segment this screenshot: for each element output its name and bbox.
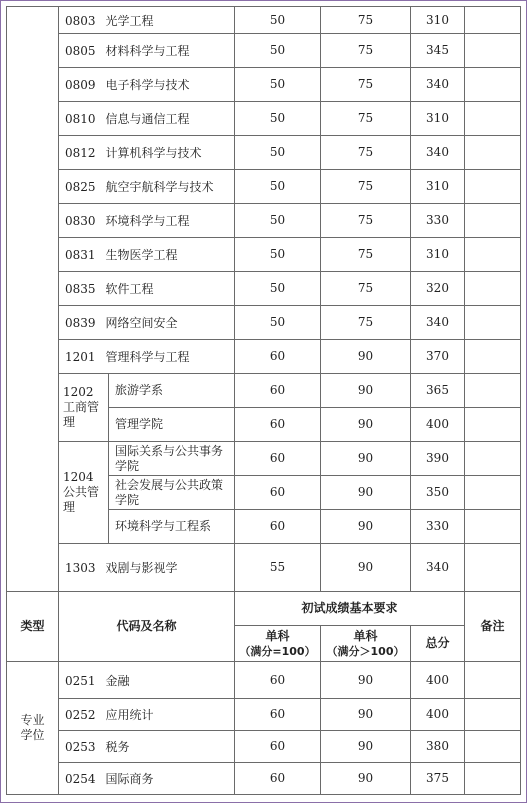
total-score-cell-text: 340 bbox=[426, 560, 449, 574]
group-1204-label bbox=[59, 442, 109, 544]
single-score-cell bbox=[235, 763, 321, 795]
subject-code: 1303 bbox=[65, 561, 96, 575]
single-score-cell-text: 50 bbox=[269, 315, 286, 329]
subject-name: 航空宇航科学与技术 bbox=[105, 180, 214, 194]
total-score-cell-text: 340 bbox=[426, 145, 449, 159]
single-score-cell-text: 50 bbox=[269, 247, 286, 261]
full-score-cell bbox=[321, 68, 411, 102]
full-score-cell bbox=[321, 408, 411, 442]
single-score-cell-text: 60 bbox=[269, 349, 286, 363]
subject-code: 0839 bbox=[65, 316, 96, 330]
total-score-cell bbox=[411, 68, 465, 102]
single-score-cell bbox=[235, 510, 321, 544]
department-name bbox=[109, 476, 235, 510]
subject-code: 0251 bbox=[65, 673, 96, 688]
single-score-cell-text: 60 bbox=[269, 417, 286, 431]
subject-code: 0809 bbox=[65, 78, 96, 92]
remark-cell bbox=[465, 68, 521, 102]
single-score-cell-text: 60 bbox=[269, 485, 286, 499]
full-score-cell bbox=[321, 662, 411, 699]
code-name-cell bbox=[59, 272, 235, 306]
code-name-cell bbox=[59, 7, 235, 34]
single-score-cell bbox=[235, 102, 321, 136]
single-score-cell bbox=[235, 699, 321, 731]
subject-name: 网络空间安全 bbox=[105, 316, 178, 330]
full-score-cell bbox=[321, 340, 411, 374]
full-score-cell bbox=[321, 7, 411, 34]
full-score-cell bbox=[321, 34, 411, 68]
full-score-cell-text: 75 bbox=[357, 315, 374, 329]
code-name-cell bbox=[59, 662, 235, 699]
group-1202-label-text: 1202 工商管理 bbox=[63, 385, 100, 429]
code-name-cell bbox=[59, 699, 235, 731]
table-row bbox=[7, 699, 521, 731]
full-score-cell bbox=[321, 476, 411, 510]
single-score-cell bbox=[235, 34, 321, 68]
total-score-cell bbox=[411, 306, 465, 340]
full-score-cell-text: 90 bbox=[357, 349, 374, 363]
header-total-text: 总分 bbox=[425, 636, 450, 650]
subject-name: 国际商务 bbox=[105, 772, 154, 786]
table-row bbox=[7, 7, 521, 34]
total-score-cell-text: 310 bbox=[426, 179, 449, 193]
total-score-cell-text: 310 bbox=[426, 111, 449, 125]
subject-code: 0253 bbox=[65, 740, 96, 754]
remark-cell bbox=[465, 170, 521, 204]
single-score-cell bbox=[235, 238, 321, 272]
total-score-cell-text: 390 bbox=[426, 451, 449, 465]
header-single-b bbox=[321, 626, 411, 662]
remark-cell bbox=[465, 374, 521, 408]
subject-code: 0825 bbox=[65, 180, 96, 194]
total-score-cell-text: 375 bbox=[426, 771, 449, 785]
total-score-cell-text: 400 bbox=[426, 672, 449, 687]
full-score-cell bbox=[321, 204, 411, 238]
header-type bbox=[7, 592, 59, 662]
header-single-b-sub: （满分＞100） bbox=[326, 644, 405, 658]
remark-cell bbox=[465, 272, 521, 306]
type-label-text: 专业学位 bbox=[20, 713, 45, 742]
total-score-cell bbox=[411, 170, 465, 204]
total-score-cell-text: 330 bbox=[426, 519, 449, 533]
full-score-cell-text: 90 bbox=[357, 451, 374, 465]
total-score-cell bbox=[411, 544, 465, 592]
full-score-cell-text: 75 bbox=[357, 145, 374, 159]
group-1204-label-text: 1204 公共管理 bbox=[63, 470, 100, 514]
single-score-cell-text: 50 bbox=[269, 179, 286, 193]
header-single-a-title: 单科 bbox=[265, 628, 290, 643]
code-name-cell bbox=[59, 68, 235, 102]
full-score-cell bbox=[321, 731, 411, 763]
table-row bbox=[7, 136, 521, 170]
subject-name: 税务 bbox=[105, 740, 130, 754]
department-name-text: 管理学院 bbox=[115, 417, 164, 431]
subject-name: 材料科学与工程 bbox=[105, 44, 190, 58]
single-score-cell bbox=[235, 662, 321, 699]
single-score-cell bbox=[235, 544, 321, 592]
table-row bbox=[7, 102, 521, 136]
code-name-cell bbox=[59, 170, 235, 204]
total-score-cell-text: 400 bbox=[426, 707, 449, 721]
full-score-cell-text: 90 bbox=[357, 707, 374, 721]
full-score-cell-text: 90 bbox=[357, 739, 374, 753]
header-single-b-title: 单科 bbox=[353, 628, 378, 643]
header-total bbox=[411, 626, 465, 662]
subject-code: 0803 bbox=[65, 13, 96, 28]
single-score-cell bbox=[235, 340, 321, 374]
remark-cell bbox=[465, 408, 521, 442]
single-score-cell bbox=[235, 170, 321, 204]
subject-name: 环境科学与工程 bbox=[105, 214, 190, 228]
total-score-cell-text: 340 bbox=[426, 77, 449, 91]
subject-code: 0810 bbox=[65, 112, 96, 126]
table-row bbox=[7, 340, 521, 374]
total-score-cell bbox=[411, 102, 465, 136]
subject-code: 0252 bbox=[65, 708, 96, 722]
single-score-cell-text: 60 bbox=[269, 771, 286, 785]
full-score-cell-text: 75 bbox=[357, 281, 374, 295]
remark-cell bbox=[465, 442, 521, 476]
full-score-cell-text: 75 bbox=[357, 77, 374, 91]
remark-cell bbox=[465, 136, 521, 170]
single-score-cell-text: 50 bbox=[269, 77, 286, 91]
total-score-cell-text: 380 bbox=[426, 739, 449, 753]
code-name-cell bbox=[59, 306, 235, 340]
single-score-cell bbox=[235, 272, 321, 306]
remark-cell bbox=[465, 340, 521, 374]
single-score-cell-text: 60 bbox=[269, 739, 286, 753]
remark-cell bbox=[465, 662, 521, 699]
table-row bbox=[7, 731, 521, 763]
full-score-cell-text: 75 bbox=[357, 247, 374, 261]
department-name-text: 国际关系与公共事务学院 bbox=[115, 443, 224, 473]
total-score-cell bbox=[411, 340, 465, 374]
single-score-cell-text: 50 bbox=[269, 281, 286, 295]
full-score-cell-text: 90 bbox=[357, 519, 374, 533]
header-requirement bbox=[235, 592, 465, 626]
total-score-cell bbox=[411, 272, 465, 306]
table-row bbox=[7, 662, 521, 699]
table-row bbox=[7, 34, 521, 68]
table-row bbox=[7, 374, 521, 408]
subject-code: 0830 bbox=[65, 214, 96, 228]
full-score-cell bbox=[321, 699, 411, 731]
total-score-cell bbox=[411, 731, 465, 763]
full-score-cell-text: 75 bbox=[357, 179, 374, 193]
code-name-cell bbox=[59, 34, 235, 68]
table-row bbox=[7, 272, 521, 306]
remark-cell bbox=[465, 102, 521, 136]
total-score-cell bbox=[411, 476, 465, 510]
total-score-cell bbox=[411, 238, 465, 272]
subject-code: 0812 bbox=[65, 146, 96, 160]
subject-name: 生物医学工程 bbox=[105, 248, 178, 262]
header-code-name-text: 代码及名称 bbox=[116, 619, 177, 633]
single-score-cell-text: 50 bbox=[269, 111, 286, 125]
full-score-cell bbox=[321, 763, 411, 795]
code-name-cell bbox=[59, 763, 235, 795]
total-score-cell bbox=[411, 699, 465, 731]
table-row bbox=[7, 763, 521, 795]
code-name-cell bbox=[59, 238, 235, 272]
department-name-text: 社会发展与公共政策学院 bbox=[115, 477, 224, 507]
full-score-cell-text: 90 bbox=[357, 485, 374, 499]
full-score-cell-text: 90 bbox=[357, 771, 374, 785]
single-score-cell-text: 50 bbox=[269, 12, 286, 27]
single-score-cell bbox=[235, 306, 321, 340]
header-requirement-text: 初试成绩基本要求 bbox=[301, 601, 398, 615]
remark-cell bbox=[465, 731, 521, 763]
total-score-cell-text: 340 bbox=[426, 315, 449, 329]
single-score-cell-text: 60 bbox=[269, 383, 286, 397]
full-score-cell bbox=[321, 102, 411, 136]
remark-cell bbox=[465, 34, 521, 68]
total-score-cell-text: 330 bbox=[426, 213, 449, 227]
header-code-name bbox=[59, 592, 235, 662]
single-score-cell bbox=[235, 7, 321, 34]
single-score-cell bbox=[235, 136, 321, 170]
table-row bbox=[7, 170, 521, 204]
code-name-cell bbox=[59, 340, 235, 374]
full-score-cell bbox=[321, 306, 411, 340]
code-name-cell bbox=[59, 204, 235, 238]
table-row bbox=[7, 544, 521, 592]
department-name-text: 旅游学系 bbox=[115, 383, 164, 397]
table-row bbox=[7, 204, 521, 238]
total-score-cell-text: 310 bbox=[426, 247, 449, 261]
subject-name: 应用统计 bbox=[105, 708, 154, 722]
remark-cell bbox=[465, 510, 521, 544]
full-score-cell bbox=[321, 544, 411, 592]
header-single-a bbox=[235, 626, 321, 662]
subject-name: 戏剧与影视学 bbox=[105, 561, 178, 575]
remark-cell bbox=[465, 7, 521, 34]
single-score-cell-text: 50 bbox=[269, 43, 286, 57]
header-remark-text: 备注 bbox=[480, 619, 505, 633]
total-score-cell-text: 370 bbox=[426, 349, 449, 363]
total-score-cell bbox=[411, 763, 465, 795]
full-score-cell bbox=[321, 238, 411, 272]
single-score-cell bbox=[235, 476, 321, 510]
remark-cell bbox=[465, 476, 521, 510]
total-score-cell bbox=[411, 374, 465, 408]
subject-name: 计算机科学与技术 bbox=[105, 146, 202, 160]
full-score-cell-text: 75 bbox=[357, 12, 374, 27]
table-row bbox=[7, 442, 521, 476]
remark-cell bbox=[465, 204, 521, 238]
subject-code: 0805 bbox=[65, 44, 96, 58]
subject-name: 管理科学与工程 bbox=[105, 350, 190, 364]
table-row bbox=[7, 306, 521, 340]
remark-cell bbox=[465, 238, 521, 272]
total-score-cell bbox=[411, 136, 465, 170]
code-name-cell bbox=[59, 544, 235, 592]
type-cell-professional bbox=[7, 662, 59, 795]
full-score-cell-text: 90 bbox=[357, 417, 374, 431]
code-name-cell bbox=[59, 136, 235, 170]
total-score-cell-text: 310 bbox=[426, 12, 449, 27]
group-1202-label bbox=[59, 374, 109, 442]
subject-code: 0254 bbox=[65, 772, 96, 786]
single-score-cell-text: 60 bbox=[269, 672, 286, 687]
full-score-cell bbox=[321, 272, 411, 306]
full-score-cell-text: 90 bbox=[357, 383, 374, 397]
single-score-cell bbox=[235, 204, 321, 238]
remark-cell bbox=[465, 763, 521, 795]
code-name-cell bbox=[59, 731, 235, 763]
remark-cell bbox=[465, 306, 521, 340]
department-name bbox=[109, 374, 235, 408]
header-remark bbox=[465, 592, 521, 662]
table-row bbox=[7, 238, 521, 272]
full-score-cell-text: 90 bbox=[357, 672, 374, 687]
remark-cell bbox=[465, 699, 521, 731]
total-score-cell bbox=[411, 204, 465, 238]
total-score-cell-text: 320 bbox=[426, 281, 449, 295]
single-score-cell bbox=[235, 408, 321, 442]
full-score-cell-text: 90 bbox=[357, 560, 374, 574]
header-type-text: 类型 bbox=[20, 619, 45, 633]
remark-cell bbox=[465, 544, 521, 592]
department-name bbox=[109, 408, 235, 442]
subject-name: 信息与通信工程 bbox=[105, 112, 190, 126]
header-single-a-sub: （满分=100） bbox=[239, 644, 316, 658]
table-body bbox=[7, 7, 521, 795]
subject-name: 金融 bbox=[105, 673, 130, 688]
single-score-cell-text: 55 bbox=[269, 560, 286, 574]
single-score-cell-text: 50 bbox=[269, 145, 286, 159]
table-row bbox=[7, 592, 521, 626]
full-score-cell bbox=[321, 374, 411, 408]
total-score-cell bbox=[411, 662, 465, 699]
total-score-cell-text: 400 bbox=[426, 417, 449, 431]
full-score-cell bbox=[321, 170, 411, 204]
code-name-cell bbox=[59, 102, 235, 136]
department-name-text: 环境科学与工程系 bbox=[115, 519, 212, 533]
type-cell-academic bbox=[7, 7, 59, 592]
score-table bbox=[6, 6, 521, 795]
full-score-cell-text: 75 bbox=[357, 111, 374, 125]
total-score-cell bbox=[411, 510, 465, 544]
department-name bbox=[109, 510, 235, 544]
subject-code: 1201 bbox=[65, 350, 96, 364]
total-score-cell bbox=[411, 442, 465, 476]
full-score-cell-text: 75 bbox=[357, 213, 374, 227]
single-score-cell bbox=[235, 442, 321, 476]
total-score-cell bbox=[411, 34, 465, 68]
single-score-cell-text: 50 bbox=[269, 213, 286, 227]
full-score-cell bbox=[321, 510, 411, 544]
total-score-cell bbox=[411, 7, 465, 34]
full-score-cell bbox=[321, 136, 411, 170]
single-score-cell-text: 60 bbox=[269, 519, 286, 533]
subject-name: 光学工程 bbox=[105, 13, 154, 28]
table-row bbox=[7, 68, 521, 102]
total-score-cell-text: 350 bbox=[426, 485, 449, 499]
total-score-cell-text: 345 bbox=[426, 43, 449, 57]
subject-code: 0835 bbox=[65, 282, 96, 296]
total-score-cell bbox=[411, 408, 465, 442]
subject-code: 0831 bbox=[65, 248, 96, 262]
full-score-cell bbox=[321, 442, 411, 476]
total-score-cell-text: 365 bbox=[426, 383, 449, 397]
subject-name: 软件工程 bbox=[105, 282, 154, 296]
single-score-cell-text: 60 bbox=[269, 451, 286, 465]
department-name bbox=[109, 442, 235, 476]
full-score-cell-text: 75 bbox=[357, 43, 374, 57]
single-score-cell bbox=[235, 374, 321, 408]
subject-name: 电子科学与技术 bbox=[105, 78, 190, 92]
single-score-cell bbox=[235, 68, 321, 102]
single-score-cell-text: 60 bbox=[269, 707, 286, 721]
single-score-cell bbox=[235, 731, 321, 763]
